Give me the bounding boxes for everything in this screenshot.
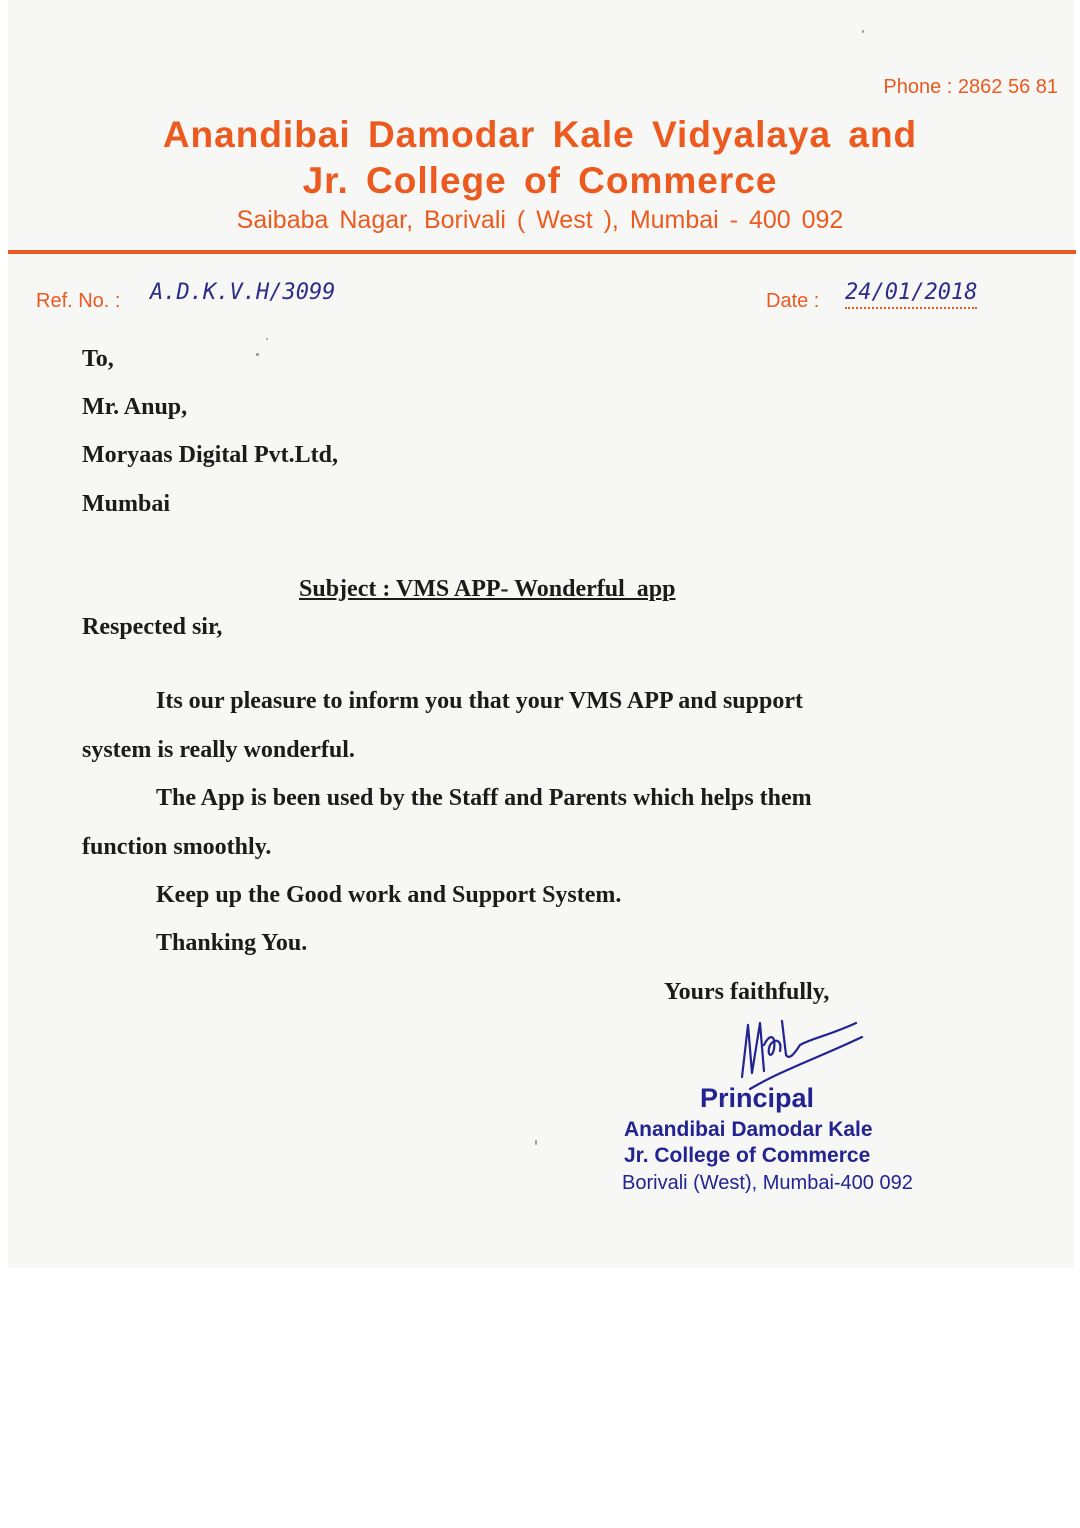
ref-no-value: A.D.K.V.H/3099 xyxy=(150,280,336,305)
scan-speck xyxy=(535,1140,537,1145)
stamp-principal-title: Principal xyxy=(700,1083,815,1113)
letterhead-divider xyxy=(8,250,1076,254)
date-value: 24/01/2018 xyxy=(845,280,977,309)
recipient-company: Moryaas Digital Pvt.Ltd, xyxy=(82,442,338,468)
salutation: Respected sir, xyxy=(82,614,223,640)
body-paragraph-2-line-1: The App is been used by the Staff and Parents which helps them xyxy=(156,785,812,811)
recipient-city: Mumbai xyxy=(82,491,171,517)
body-paragraph-1-line-2: system is really wonderful. xyxy=(82,737,355,763)
body-paragraph-2-line-2: function smoothly. xyxy=(82,834,272,860)
recipient-to: To, xyxy=(82,346,114,372)
stamp-college-name: Jr. College of Commerce xyxy=(624,1144,871,1167)
subject-line: Subject : VMS APP- Wonderful app xyxy=(299,576,676,602)
letterhead-school-name-line1: Anandibai Damodar Kale Vidyalaya and xyxy=(162,114,918,155)
scan-speck xyxy=(862,30,864,33)
scan-speck xyxy=(256,353,259,356)
date-label: Date : xyxy=(766,290,820,312)
letterhead-school-name-line2: Jr. College of Commerce xyxy=(302,160,778,201)
stamp-school-name: Anandibai Damodar Kale xyxy=(624,1118,873,1141)
body-paragraph-4: Thanking You. xyxy=(156,930,308,956)
letterhead-phone: Phone : 2862 56 81 xyxy=(883,76,1058,98)
recipient-name: Mr. Anup, xyxy=(82,394,188,420)
scan-speck xyxy=(266,338,268,340)
body-paragraph-1-line-1: Its our pleasure to inform you that your VMS APP and support xyxy=(156,688,803,714)
stamp-address: Borivali (West), Mumbai-400 092 xyxy=(622,1172,913,1194)
closing-line: Yours faithfully, xyxy=(664,979,830,1005)
letterhead-address: Saibaba Nagar, Borivali ( West ), Mumbai - 400 092 xyxy=(236,206,844,234)
body-paragraph-3: Keep up the Good work and Support System. xyxy=(156,882,622,908)
ref-no-label: Ref. No. : xyxy=(36,290,121,312)
